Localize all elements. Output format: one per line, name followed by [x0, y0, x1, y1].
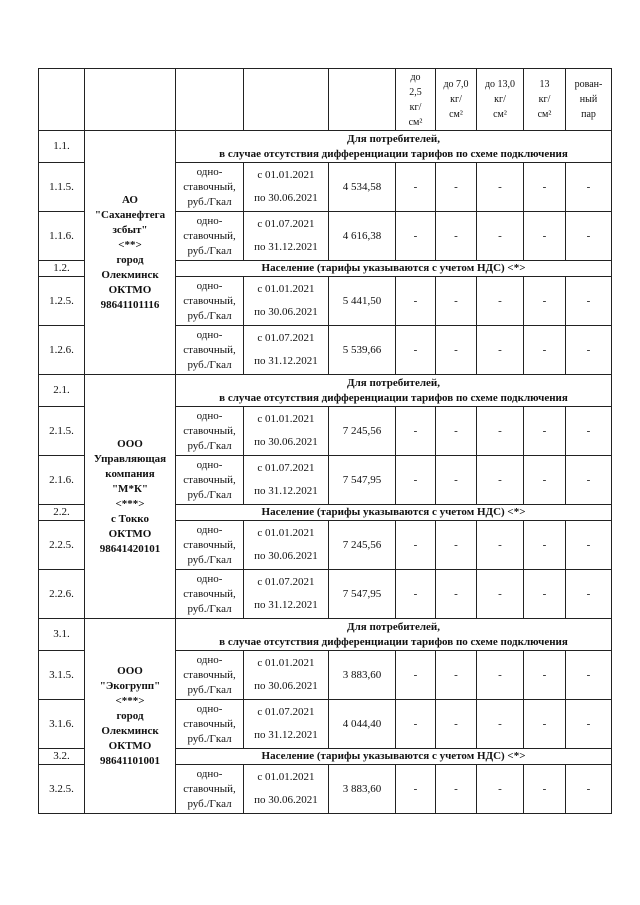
empty-rate: -: [477, 456, 524, 505]
organization-line: Олекминск: [101, 724, 159, 737]
empty-rate: -: [566, 521, 612, 570]
row-number: 2.2.5.: [39, 521, 85, 570]
rate-type-line: ставочный,: [183, 717, 236, 730]
empty-rate: -: [524, 765, 566, 814]
empty-rate: -: [396, 521, 436, 570]
rate-type-line: руб./Гкал: [187, 244, 232, 257]
rate-type-line: одно-: [196, 653, 223, 666]
period-to: по 31.12.2021: [254, 355, 318, 367]
group-row: [39, 619, 612, 651]
group-number: 1.1.: [39, 131, 85, 163]
organization-line: ООО: [117, 664, 143, 677]
empty-rate: -: [477, 651, 524, 700]
period-from: с 01.07.2021: [257, 462, 315, 474]
group-number: 2.1.: [39, 375, 85, 407]
rate-type-line: ставочный,: [183, 668, 236, 681]
organization-line: Управляющая: [93, 452, 167, 465]
row-number: 3.1.5.: [39, 651, 85, 700]
organization-line: <***>: [115, 694, 145, 707]
period: [244, 407, 329, 456]
period-gap: [246, 183, 326, 191]
organization-line: город: [116, 709, 144, 722]
period-from: с 01.01.2021: [257, 413, 315, 425]
rate-type-line: руб./Гкал: [187, 553, 232, 566]
empty-rate: -: [396, 163, 436, 212]
empty-rate: -: [566, 700, 612, 749]
header-empty-unit: [176, 69, 244, 131]
row-number: 2.2.6.: [39, 570, 85, 619]
rate-type: [176, 277, 244, 326]
period-gap: [246, 427, 326, 435]
organization-line: "Саханефтега: [94, 208, 166, 221]
rate-type-line: руб./Гкал: [187, 195, 232, 208]
empty-rate: -: [396, 326, 436, 375]
header-row: [39, 69, 612, 131]
empty-rate: -: [477, 212, 524, 261]
period-to: по 31.12.2021: [254, 599, 318, 611]
organization-line: 98641101116: [100, 298, 160, 311]
organization-line: <***>: [115, 497, 145, 510]
rate-type: [176, 765, 244, 814]
group-number: 3.2.: [39, 749, 85, 765]
empty-rate: -: [436, 700, 477, 749]
tariff-value: 4 616,38: [329, 212, 396, 261]
row-number: 3.2.5.: [39, 765, 85, 814]
rate-type-line: руб./Гкал: [187, 309, 232, 322]
period-gap: [246, 232, 326, 240]
empty-rate: -: [477, 570, 524, 619]
tariff-value: 3 883,60: [329, 765, 396, 814]
period-from: с 01.01.2021: [257, 657, 315, 669]
empty-rate: -: [566, 212, 612, 261]
organization-line: ОКТМО: [108, 739, 152, 752]
organization-line: "М*К": [111, 482, 149, 495]
header-empty-period: [244, 69, 329, 131]
rate-type-line: одно-: [196, 409, 223, 422]
period-gap: [246, 590, 326, 598]
rate-type-line: одно-: [196, 523, 223, 536]
period-from: с 01.01.2021: [257, 169, 315, 181]
rate-type-line: одно-: [196, 328, 223, 341]
period-gap: [246, 671, 326, 679]
period: [244, 700, 329, 749]
rate-type-line: ставочный,: [183, 180, 236, 193]
group-title-line: Для потребителей,: [347, 376, 440, 389]
group-title-line: Для потребителей,: [347, 620, 440, 633]
empty-rate: -: [566, 765, 612, 814]
period-from: с 01.07.2021: [257, 706, 315, 718]
period: [244, 326, 329, 375]
rate-type-line: одно-: [196, 214, 223, 227]
tariff-value: 7 547,95: [329, 570, 396, 619]
period-to: по 30.06.2021: [254, 436, 318, 448]
empty-rate: -: [396, 651, 436, 700]
organization-line: ООО: [117, 437, 143, 450]
group-number: 1.2.: [39, 261, 85, 277]
empty-rate: -: [524, 570, 566, 619]
group-row: [39, 375, 612, 407]
rate-type: [176, 163, 244, 212]
rate-type-line: руб./Гкал: [187, 732, 232, 745]
tariff-table: [38, 68, 612, 814]
empty-rate: -: [477, 163, 524, 212]
empty-rate: -: [436, 163, 477, 212]
empty-rate: -: [566, 326, 612, 375]
empty-rate: -: [436, 521, 477, 570]
empty-rate: -: [566, 407, 612, 456]
group-title-line: в случае отсутствия дифференциации тарифов по схеме подключения: [219, 635, 568, 648]
group-title: [176, 131, 612, 163]
organization-cell: [85, 131, 176, 375]
empty-rate: -: [436, 765, 477, 814]
rate-type: [176, 326, 244, 375]
rate-type-line: ставочный,: [183, 473, 236, 486]
rate-type: [176, 651, 244, 700]
empty-rate: -: [524, 651, 566, 700]
group-number: 3.1.: [39, 619, 85, 651]
row-number: 1.2.5.: [39, 277, 85, 326]
period: [244, 212, 329, 261]
tariff-value: 3 883,60: [329, 651, 396, 700]
empty-rate: -: [524, 700, 566, 749]
period-to: по 30.06.2021: [254, 550, 318, 562]
period-gap: [246, 297, 326, 305]
empty-rate: -: [396, 407, 436, 456]
organization-line: "Экогрупп": [99, 679, 161, 692]
rate-type-line: одно-: [196, 458, 223, 471]
row-number: 1.1.6.: [39, 212, 85, 261]
rate-type: [176, 212, 244, 261]
empty-rate: -: [396, 765, 436, 814]
tariff-value: 5 539,66: [329, 326, 396, 375]
period-from: с 01.07.2021: [257, 332, 315, 344]
period-gap: [246, 541, 326, 549]
rate-type-line: руб./Гкал: [187, 602, 232, 615]
group-title-line: Население (тарифы указываются с учетом НДС) <*>: [261, 506, 526, 518]
organization-line: 98641420101: [99, 542, 161, 555]
period-to: по 30.06.2021: [254, 192, 318, 204]
group-title-line: в случае отсутствия дифференциации тарифов по схеме подключения: [219, 147, 568, 160]
group-title-line: Население (тарифы указываются с учетом НДС) <*>: [261, 750, 526, 762]
empty-rate: -: [524, 163, 566, 212]
header-empty-org: [85, 69, 176, 131]
period-from: с 01.07.2021: [257, 218, 315, 230]
organization-line: <**>: [118, 238, 142, 251]
period-gap: [246, 476, 326, 484]
rate-type-line: руб./Гкал: [187, 683, 232, 696]
empty-rate: -: [477, 326, 524, 375]
rate-type-line: одно-: [196, 702, 223, 715]
rate-type-line: руб./Гкал: [187, 358, 232, 371]
group-row: [39, 131, 612, 163]
empty-rate: -: [436, 570, 477, 619]
period-gap: [246, 346, 326, 354]
empty-rate: -: [524, 212, 566, 261]
group-title: [176, 505, 612, 521]
row-number: 3.1.6.: [39, 700, 85, 749]
empty-rate: -: [524, 326, 566, 375]
empty-rate: -: [477, 521, 524, 570]
period-from: с 01.01.2021: [257, 527, 315, 539]
empty-rate: -: [436, 407, 477, 456]
organization-line: ОКТМО: [108, 527, 152, 540]
rate-type-line: ставочный,: [183, 343, 236, 356]
rate-type-line: ставочный,: [183, 587, 236, 600]
empty-rate: -: [477, 700, 524, 749]
row-number: 2.1.6.: [39, 456, 85, 505]
period-to: по 30.06.2021: [254, 794, 318, 806]
rate-type-line: ставочный,: [183, 782, 236, 795]
group-number: 2.2.: [39, 505, 85, 521]
group-title-line: Население (тарифы указываются с учетом НДС) <*>: [261, 262, 526, 274]
group-title-line: Для потребителей,: [347, 132, 440, 145]
period-gap: [246, 785, 326, 793]
header-pressure-1: до 2,5 кг/ см²: [396, 69, 436, 131]
tariff-value: 7 547,95: [329, 456, 396, 505]
organization-line: АО: [122, 193, 138, 206]
empty-rate: -: [477, 277, 524, 326]
tariff-value: 7 245,56: [329, 521, 396, 570]
period: [244, 163, 329, 212]
header-empty-value: [329, 69, 396, 131]
period: [244, 765, 329, 814]
period: [244, 277, 329, 326]
period: [244, 456, 329, 505]
empty-rate: -: [566, 651, 612, 700]
header-steam: рован- ный пар: [566, 69, 612, 131]
organization-line: город: [116, 253, 144, 266]
period: [244, 570, 329, 619]
period-from: с 01.07.2021: [257, 576, 315, 588]
rate-type: [176, 570, 244, 619]
organization-cell: [85, 375, 176, 619]
header-pressure-4: 13 кг/ см²: [524, 69, 566, 131]
header-empty-num: [39, 69, 85, 131]
empty-rate: -: [566, 163, 612, 212]
empty-rate: -: [524, 407, 566, 456]
period-to: по 30.06.2021: [254, 306, 318, 318]
row-number: 1.1.5.: [39, 163, 85, 212]
empty-rate: -: [477, 407, 524, 456]
rate-type-line: руб./Гкал: [187, 439, 232, 452]
rate-type-line: руб./Гкал: [187, 797, 232, 810]
empty-rate: -: [477, 765, 524, 814]
empty-rate: -: [436, 456, 477, 505]
rate-type-line: ставочный,: [183, 538, 236, 551]
rate-type: [176, 700, 244, 749]
period-from: с 01.01.2021: [257, 771, 315, 783]
empty-rate: -: [566, 277, 612, 326]
empty-rate: -: [566, 456, 612, 505]
rate-type: [176, 456, 244, 505]
empty-rate: -: [396, 212, 436, 261]
header-pressure-2: до 7,0 кг/ см²: [436, 69, 477, 131]
period: [244, 651, 329, 700]
organization-line: ОКТМО: [108, 283, 152, 296]
empty-rate: -: [524, 456, 566, 505]
empty-rate: -: [396, 456, 436, 505]
rate-type: [176, 407, 244, 456]
rate-type-line: одно-: [196, 165, 223, 178]
rate-type-line: ставочный,: [183, 229, 236, 242]
header-pressure-3: до 13,0 кг/ см²: [477, 69, 524, 131]
period-to: по 31.12.2021: [254, 241, 318, 253]
rate-type-line: одно-: [196, 767, 223, 780]
organization-line: Олекминск: [101, 268, 159, 281]
empty-rate: -: [396, 570, 436, 619]
empty-rate: -: [566, 570, 612, 619]
period-gap: [246, 720, 326, 728]
group-title: [176, 749, 612, 765]
row-number: 2.1.5.: [39, 407, 85, 456]
empty-rate: -: [436, 212, 477, 261]
empty-rate: -: [524, 521, 566, 570]
rate-type-line: ставочный,: [183, 424, 236, 437]
rate-type-line: ставочный,: [183, 294, 236, 307]
rate-type-line: одно-: [196, 572, 223, 585]
period-to: по 31.12.2021: [254, 485, 318, 497]
rate-type-line: руб./Гкал: [187, 488, 232, 501]
group-title: [176, 375, 612, 407]
period: [244, 521, 329, 570]
tariff-value: 5 441,50: [329, 277, 396, 326]
empty-rate: -: [436, 326, 477, 375]
rate-type-line: одно-: [196, 279, 223, 292]
tariff-value: 4 534,58: [329, 163, 396, 212]
period-to: по 30.06.2021: [254, 680, 318, 692]
group-title: [176, 261, 612, 277]
row-number: 1.2.6.: [39, 326, 85, 375]
empty-rate: -: [396, 277, 436, 326]
empty-rate: -: [396, 700, 436, 749]
group-title: [176, 619, 612, 651]
empty-rate: -: [436, 277, 477, 326]
tariff-value: 4 044,40: [329, 700, 396, 749]
period-to: по 31.12.2021: [254, 729, 318, 741]
tariff-table-body: [39, 69, 612, 814]
organization-line: зсбыт": [112, 223, 148, 236]
rate-type: [176, 521, 244, 570]
empty-rate: -: [436, 651, 477, 700]
period-from: с 01.01.2021: [257, 283, 315, 295]
group-title-line: в случае отсутствия дифференциации тарифов по схеме подключения: [219, 391, 568, 404]
organization-line: с Токко: [110, 512, 149, 525]
organization-cell: [85, 619, 176, 814]
organization-line: компания: [105, 467, 155, 480]
tariff-value: 7 245,56: [329, 407, 396, 456]
organization-line: 98641101001: [100, 754, 160, 767]
empty-rate: -: [524, 277, 566, 326]
